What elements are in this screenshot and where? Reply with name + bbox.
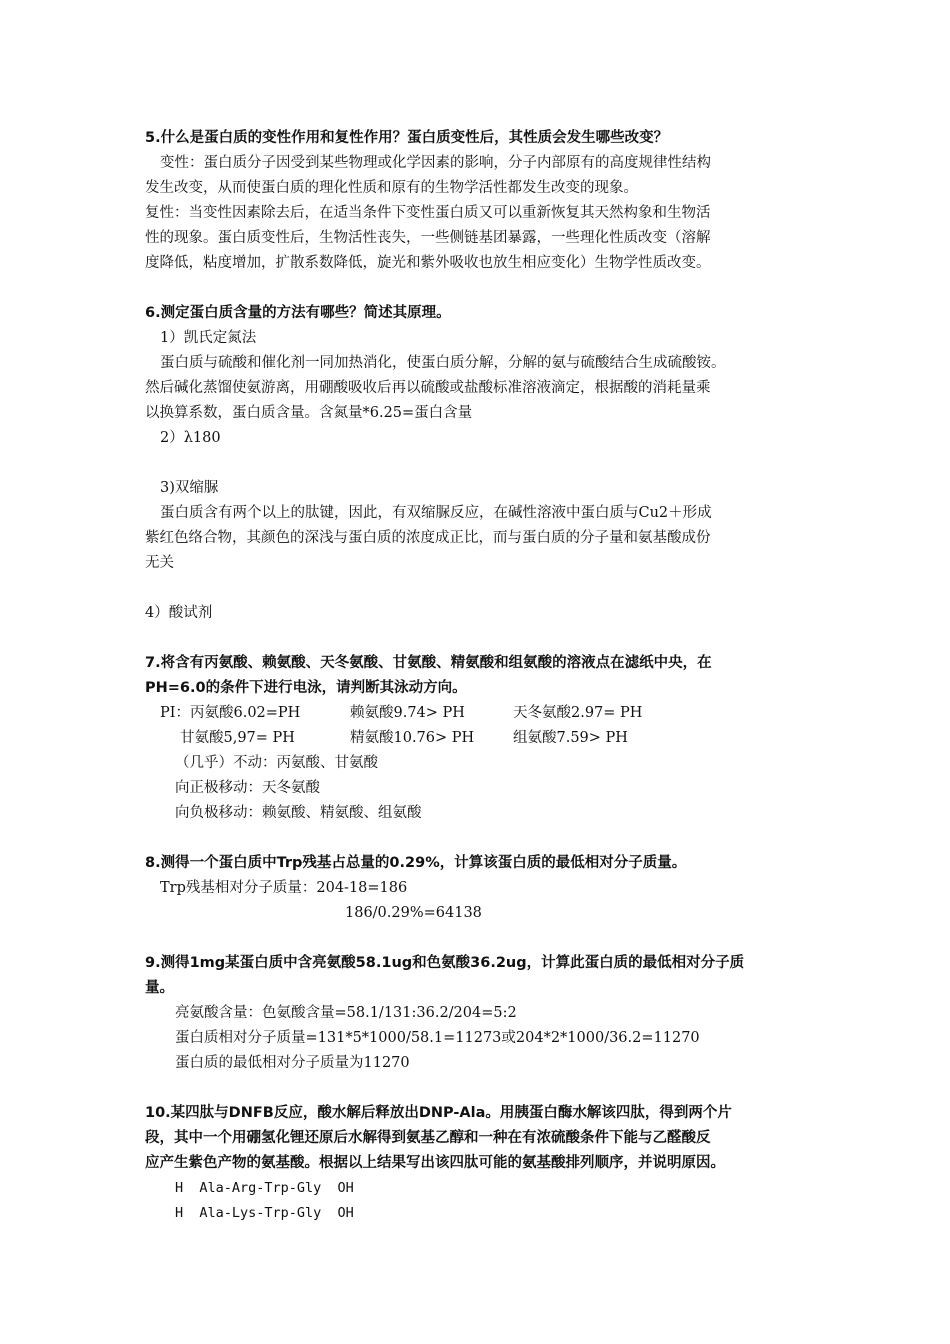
- q9-line: 亮氨酸含量：色氨酸含量=58.1/131:36.2/204=5:2: [175, 1005, 517, 1021]
- spacer: [145, 626, 810, 651]
- pi-cell: 天冬氨酸2.97= PH: [513, 705, 643, 721]
- q8-line: Trp残基相对分子质量：204-18=186: [160, 880, 408, 896]
- spacer: [145, 576, 810, 601]
- q6-method-2-title: 2）λ180: [160, 430, 221, 446]
- q5-line: 发生改变，从而使蛋白质的理化性质和原有的生物学活性都发生改变的现象。: [145, 180, 638, 196]
- question-7-title: PH=6.0的条件下进行电泳，请判断其泳动方向。: [145, 680, 467, 696]
- q6-method-3-line: 无关: [145, 555, 174, 571]
- q9-line: 蛋白质相对分子质量=131*5*1000/58.1=11273或204*2*1000/36.2=11270: [175, 1030, 700, 1046]
- q6-method-4-title: 4）酸试剂: [145, 605, 213, 621]
- q5-line: 复性：当变性因素除去后，在适当条件下变性蛋白质又可以重新恢复其天然构象和生物活: [145, 205, 711, 221]
- q5-line: 变性：蛋白质分子因受到某些物理或化学因素的影响，分子内部原有的高度规律性结构: [160, 155, 711, 171]
- peptide-sequence: H Ala-Lys-Trp-Gly OH: [175, 1205, 354, 1221]
- pi-cell: PI：丙氨酸6.02=PH: [160, 705, 301, 721]
- question-8-title: 8.测得一个蛋白质中Trp残基占总量的0.29%，计算该蛋白质的最低相对分子质量。: [145, 855, 687, 871]
- question-7-title: 7.将含有丙氨酸、赖氨酸、天冬氨酸、甘氨酸、精氨酸和组氨酸的溶液点在滤纸中央，在: [145, 655, 712, 671]
- spacer: [145, 276, 810, 301]
- pi-row: [145, 701, 810, 726]
- spacer: [145, 1076, 810, 1101]
- q6-method-1-line: 然后碱化蒸馏使氨游离，用硼酸吸收后再以硫酸或盐酸标准溶液滴定，根据酸的消耗量乘: [145, 380, 711, 396]
- q6-method-1-line: 以换算系数，蛋白质含量。含氮量*6.25=蛋白含量: [145, 405, 473, 421]
- question-10-title: 段，其中一个用硼氢化锂还原后水解得到氨基乙醇和一种在有浓硫酸条件下能与乙醛酸反: [145, 1130, 711, 1146]
- pi-cell: 甘氨酸5,97= PH: [180, 730, 295, 746]
- q6-method-1-title: 1）凯氏定氮法: [160, 330, 257, 346]
- question-9-title: 量。: [145, 980, 174, 996]
- q5-line: 度降低，粘度增加，扩散系数降低，旋光和紫外吸收也放生相应变化）生物学性质改变。: [145, 255, 711, 271]
- pi-row: [145, 726, 810, 751]
- q9-line: 蛋白质的最低相对分子质量为11270: [175, 1055, 410, 1071]
- question-6-title: 6.测定蛋白质含量的方法有哪些？简述其原理。: [145, 305, 451, 321]
- question-5-title: 5.什么是蛋白质的变性作用和复性作用？蛋白质变性后，其性质会发生哪些改变？: [145, 130, 669, 146]
- q7-result-line: 向负极移动：赖氨酸、精氨酸、组氨酸: [175, 805, 422, 821]
- q6-method-3-line: 蛋白质含有两个以上的肽键，因此，有双缩脲反应，在碱性溶液中蛋白质与Cu2＋形成: [160, 505, 712, 521]
- q5-line: 性的现象。蛋白质变性后，生物活性丧失，一些侧链基团暴露，一些理化性质改变（溶解: [145, 230, 711, 246]
- q6-method-1-line: 蛋白质与硫酸和催化剂一同加热消化，使蛋白质分解，分解的氨与硫酸结合生成硫酸铵。: [160, 355, 726, 371]
- pi-cell: 赖氨酸9.74> PH: [350, 705, 465, 721]
- spacer: [145, 451, 810, 476]
- question-9-title: 9.测得1mg某蛋白质中含亮氨酸58.1ug和色氨酸36.2ug，计算此蛋白质的最低相对分子质: [145, 955, 745, 971]
- question-10-title: 10.某四肽与DNFB反应，酸水解后释放出DNP-Ala。用胰蛋白酶水解该四肽，得到两个片: [145, 1105, 732, 1121]
- q7-result-line: 向正极移动：天冬氨酸: [175, 780, 320, 796]
- peptide-sequence: H Ala-Arg-Trp-Gly OH: [175, 1180, 354, 1196]
- q6-method-3-title: 3)双缩脲: [160, 480, 219, 496]
- spacer: [145, 826, 810, 851]
- document-content: [145, 126, 810, 1226]
- q8-line: 186/0.29%=64138: [345, 905, 482, 921]
- q7-result-line: （几乎）不动：丙氨酸、甘氨酸: [175, 755, 378, 771]
- pi-cell: 精氨酸10.76> PH: [350, 730, 475, 746]
- spacer: [145, 926, 810, 951]
- pi-cell: 组氨酸7.59> PH: [513, 730, 628, 746]
- question-10-title: 应产生紫色产物的氨基酸。根据以上结果写出该四肽可能的氨基酸排列顺序，并说明原因。: [145, 1155, 725, 1171]
- q6-method-3-line: 紫红色络合物，其颜色的深浅与蛋白质的浓度成正比，而与蛋白质的分子量和氨基酸成份: [145, 530, 711, 546]
